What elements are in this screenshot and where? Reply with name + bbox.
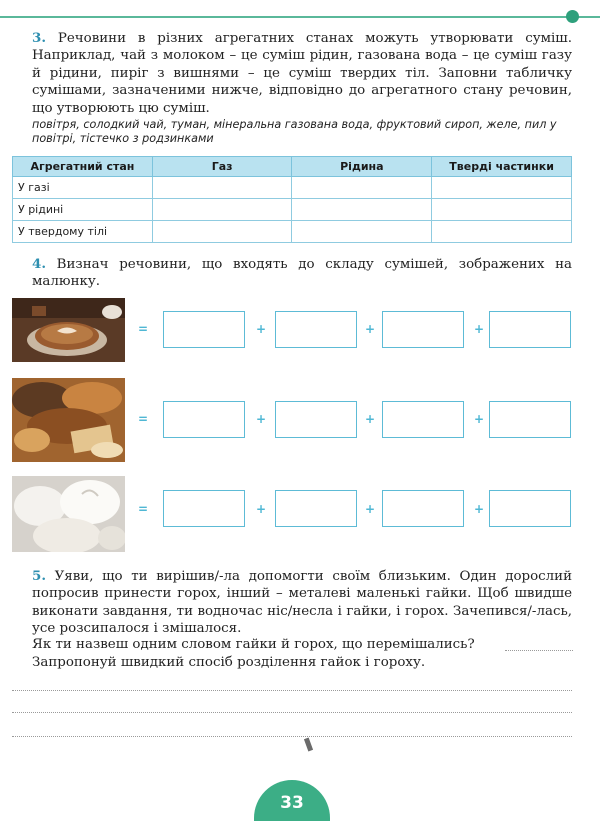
plus-sign: + xyxy=(474,502,485,516)
header-solid: Тверді частинки xyxy=(432,157,572,177)
bread-loaves-image xyxy=(12,378,125,462)
equals-sign-3: = xyxy=(138,502,149,516)
task4-body: Визнач речовини, що входять до складу сумішей, зображених на малюнку. xyxy=(32,257,572,290)
plus-sign: + xyxy=(365,412,376,426)
answer-box-3-1[interactable] xyxy=(163,490,245,527)
task5-question2: Запропонуй швидкий спосіб розділення гайок і гороху. xyxy=(32,655,426,670)
equals-sign-1: = xyxy=(138,322,149,336)
table-cell[interactable] xyxy=(152,199,292,221)
answer-box-1-3[interactable] xyxy=(382,311,464,348)
table-cell[interactable] xyxy=(432,221,572,243)
task5-text xyxy=(32,568,572,638)
page-number: 33 xyxy=(280,793,304,813)
row-label: У рідині xyxy=(13,199,153,221)
answer-box-2-1[interactable] xyxy=(163,401,245,438)
plus-sign: + xyxy=(365,322,376,336)
plus-sign: + xyxy=(256,502,267,516)
plus-sign: + xyxy=(474,322,485,336)
table-cell[interactable] xyxy=(152,177,292,199)
task4-number: 4. xyxy=(32,256,46,272)
table-cell[interactable] xyxy=(152,221,292,243)
task3-body: Речовини в різних агрегатних станах можуть утворювати суміш. Наприклад, чай з молоком – це суміш рідин, газована вода – це суміш газу й рідини, пиріг з вишнями – це суміш твердих тіл. Заповни табличку сумішами, зазначеними нижче, відповідно до агрегатного стану речовин, що утворюють цю суміш. xyxy=(32,31,572,116)
answer-line[interactable] xyxy=(12,690,572,691)
task5-number: 5. xyxy=(32,568,46,584)
pencil-mark-icon xyxy=(304,738,313,752)
task3-number: 3. xyxy=(32,30,46,46)
answer-line[interactable] xyxy=(12,736,572,737)
answer-box-3-2[interactable] xyxy=(275,490,357,527)
task5-question1: Як ти назвеш одним словом гайки й горох, що перемішались? xyxy=(32,637,475,652)
answer-box-2-4[interactable] xyxy=(489,401,571,438)
top-decor-line xyxy=(0,16,578,18)
aggregate-state-table xyxy=(12,156,572,243)
answer-box-1-4[interactable] xyxy=(489,311,571,348)
answer-line[interactable] xyxy=(505,650,573,651)
meringue-cookies-image xyxy=(12,476,125,552)
table-cell[interactable] xyxy=(292,177,432,199)
answer-line[interactable] xyxy=(12,712,572,713)
plus-sign: + xyxy=(365,502,376,516)
task5-body: Уяви, що ти вирішив/-ла допомогти своїм близьким. Один дорослий попросив принести горох, інший – металеві маленькі гайки. Щоб швидше виконати завдання, ти водночас ніс/несла і гайки, і горох. Зачепився/-лась, усе розсипалося і змішалося. xyxy=(32,569,572,637)
task3-words: повітря, солодкий чай, туман, мінеральна газована вода, фруктовий сироп, желе, пил у повітрі, тістечко з родзинками xyxy=(32,118,557,145)
table-cell[interactable] xyxy=(292,221,432,243)
table-row xyxy=(13,177,572,199)
task3-text xyxy=(32,30,572,117)
answer-box-2-2[interactable] xyxy=(275,401,357,438)
answer-box-3-4[interactable] xyxy=(489,490,571,527)
table-cell[interactable] xyxy=(292,199,432,221)
task4-text xyxy=(32,256,572,291)
table-row xyxy=(13,199,572,221)
plus-sign: + xyxy=(474,412,485,426)
row-label: У твердому тілі xyxy=(13,221,153,243)
answer-box-1-2[interactable] xyxy=(275,311,357,348)
plus-sign: + xyxy=(256,322,267,336)
plus-sign: + xyxy=(256,412,267,426)
answer-box-3-3[interactable] xyxy=(382,490,464,527)
table-row xyxy=(13,221,572,243)
header-state: Агрегатний стан xyxy=(13,157,153,177)
coffee-latte-image xyxy=(12,298,125,362)
table-cell[interactable] xyxy=(432,177,572,199)
equals-sign-2: = xyxy=(138,412,149,426)
header-gas: Газ xyxy=(152,157,292,177)
top-decor-dot xyxy=(566,10,579,23)
table-cell[interactable] xyxy=(432,199,572,221)
header-liquid: Рідина xyxy=(292,157,432,177)
answer-box-1-1[interactable] xyxy=(163,311,245,348)
top-decor-line-end xyxy=(578,16,600,18)
row-label: У газі xyxy=(13,177,153,199)
answer-box-2-3[interactable] xyxy=(382,401,464,438)
